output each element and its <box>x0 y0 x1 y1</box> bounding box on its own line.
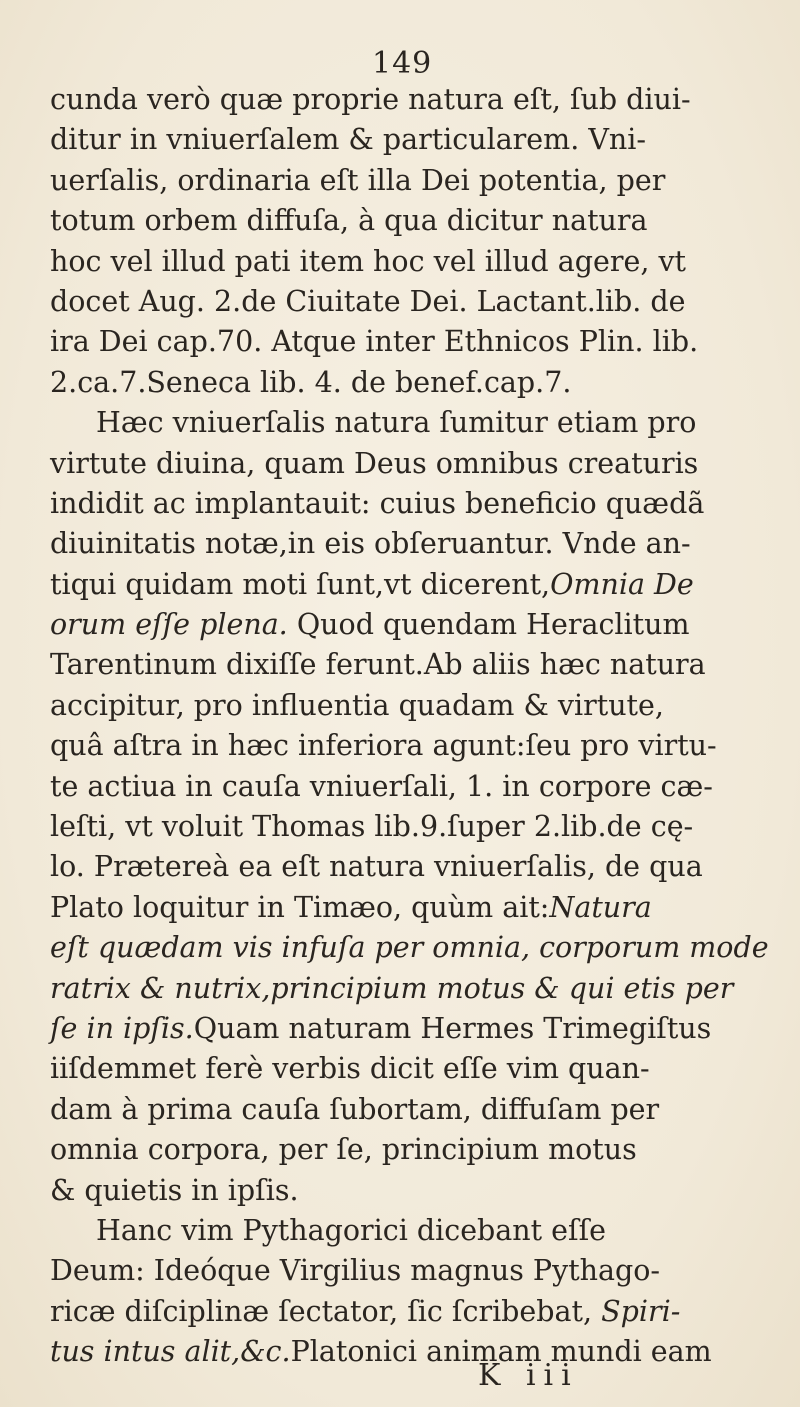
italic-quote: Natura <box>549 890 652 924</box>
italic-line: eſt quædam vis infuſa per omnia, corporum mode <box>50 931 769 965</box>
text-line: omnia corpora, per ſe, principium motus <box>50 1133 637 1167</box>
text-line <box>50 605 780 645</box>
text-segment: ricæ diſciplinæ ſectator, ſic ſcribebat, <box>50 1294 593 1328</box>
text-line: docet Aug. 2.de Ciuitate Dei. Lactant.lib. de <box>50 284 686 318</box>
text-line: accipitur, pro influentia quadam & virtute, <box>50 688 664 722</box>
text-segment: Quod quendam Heraclitum <box>296 608 690 642</box>
text-segment: Platonici animam mundi eam <box>290 1335 712 1369</box>
text-line: uerſalis, ordinaria eſt illa Dei potentia, per <box>50 163 666 197</box>
text-line: ditur in vniuerſalem & particularem. Vni- <box>50 123 646 157</box>
text-segment: Plato loquitur in Timæo, quùm ait: <box>50 890 550 924</box>
text-line: iiſdemmet ferè verbis dicit eſſe vim quan- <box>50 1052 650 1086</box>
text-line: te actiua in cauſa vniuerſali, 1. in corpore cæ- <box>50 769 713 803</box>
text-line <box>50 565 780 605</box>
italic-quote: orum eſſe plena. <box>50 608 288 642</box>
text-line: Tarentinum dixiſſe ferunt.Ab aliis hæc natura <box>50 648 706 682</box>
italic-quote: Omnia De <box>550 567 694 601</box>
text-line: Deum: Ideóque Virgilius magnus Pythago- <box>50 1254 661 1288</box>
text-line: quâ aſtra in hæc inferiora agunt:ſeu pro virtu- <box>50 729 717 763</box>
text-segment: Quam naturam Hermes Trimegiſtus <box>193 1011 712 1045</box>
body-text <box>50 80 780 1373</box>
italic-quote: Spiri- <box>601 1294 681 1328</box>
text-line: dam à prima cauſa ſubortam, diffuſam per <box>50 1092 660 1126</box>
text-line: totum orbem diffuſa, à qua dicitur natura <box>50 204 648 238</box>
italic-line: ratrix & nutrix,principium motus & qui etis per <box>50 971 734 1005</box>
text-line: & quietis in ipſis. <box>50 1173 299 1207</box>
text-line <box>50 1292 780 1332</box>
paragraph-start-line: Hæc vniuerſalis natura ſumitur etiam pro <box>96 406 697 440</box>
text-line: ira Dei cap.70. Atque inter Ethnicos Plin. lib. <box>50 325 699 359</box>
text-line: virtute diuina, quam Deus omnibus creaturis <box>50 446 699 480</box>
text-line: indidit ac implantauit: cuius beneficio quædã <box>50 486 705 520</box>
text-line <box>50 1332 780 1372</box>
text-line: 2.ca.7.Seneca lib. 4. de benef.cap.7. <box>50 365 572 399</box>
italic-quote: ſe in ipſis. <box>50 1011 194 1045</box>
text-line: leſti, vt voluit Thomas lib.9.ſuper 2.lib.de cę- <box>50 810 694 844</box>
italic-quote: tus intus alit,&c. <box>50 1335 291 1369</box>
text-line: lo. Prætereà ea eſt natura vniuerſalis, de qua <box>50 850 703 884</box>
paragraph-start-line: Hanc vim Pythagorici dicebant eſſe <box>96 1213 606 1247</box>
text-line: hoc vel illud pati item hoc vel illud agere, vt <box>50 244 687 278</box>
text-line <box>50 1009 780 1049</box>
text-line: diuinitatis notæ,in eis obſeruantur. Vnde an- <box>50 527 691 561</box>
text-segment: tiqui quidam moti ſunt,vt dicerent, <box>50 567 551 601</box>
signature-mark: K iii <box>478 1358 579 1393</box>
page-number: 149 <box>372 46 433 81</box>
text-line: cunda verò quæ proprie natura eſt, ſub diui- <box>50 83 691 116</box>
text-line <box>50 888 780 928</box>
